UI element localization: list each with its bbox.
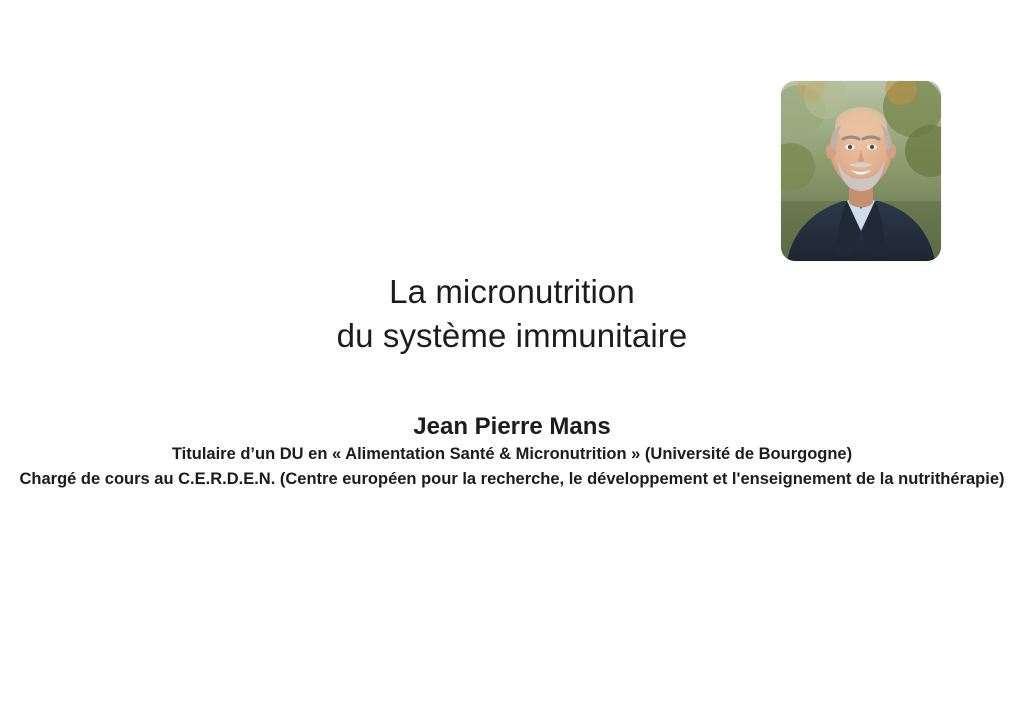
presenter-info <box>0 412 1024 492</box>
presenter-credential-2: Chargé de cours au C.E.R.D.E.N. (Centre européen pour la recherche, le développement et l'enseignement de la nutrithérapie) <box>19 470 1005 488</box>
slide-title-line-1: La micronutrition <box>389 273 635 310</box>
slide-title-line-2: du système immunitaire <box>336 317 688 354</box>
presenter-credential-1: Titulaire d’un DU en « Alimentation Santé & Micronutrition » (Université de Bourgogne) <box>171 445 853 463</box>
slide-title <box>0 270 1024 358</box>
presenter-portrait-photo <box>781 81 941 261</box>
presenter-name: Jean Pierre Mans <box>413 413 611 440</box>
